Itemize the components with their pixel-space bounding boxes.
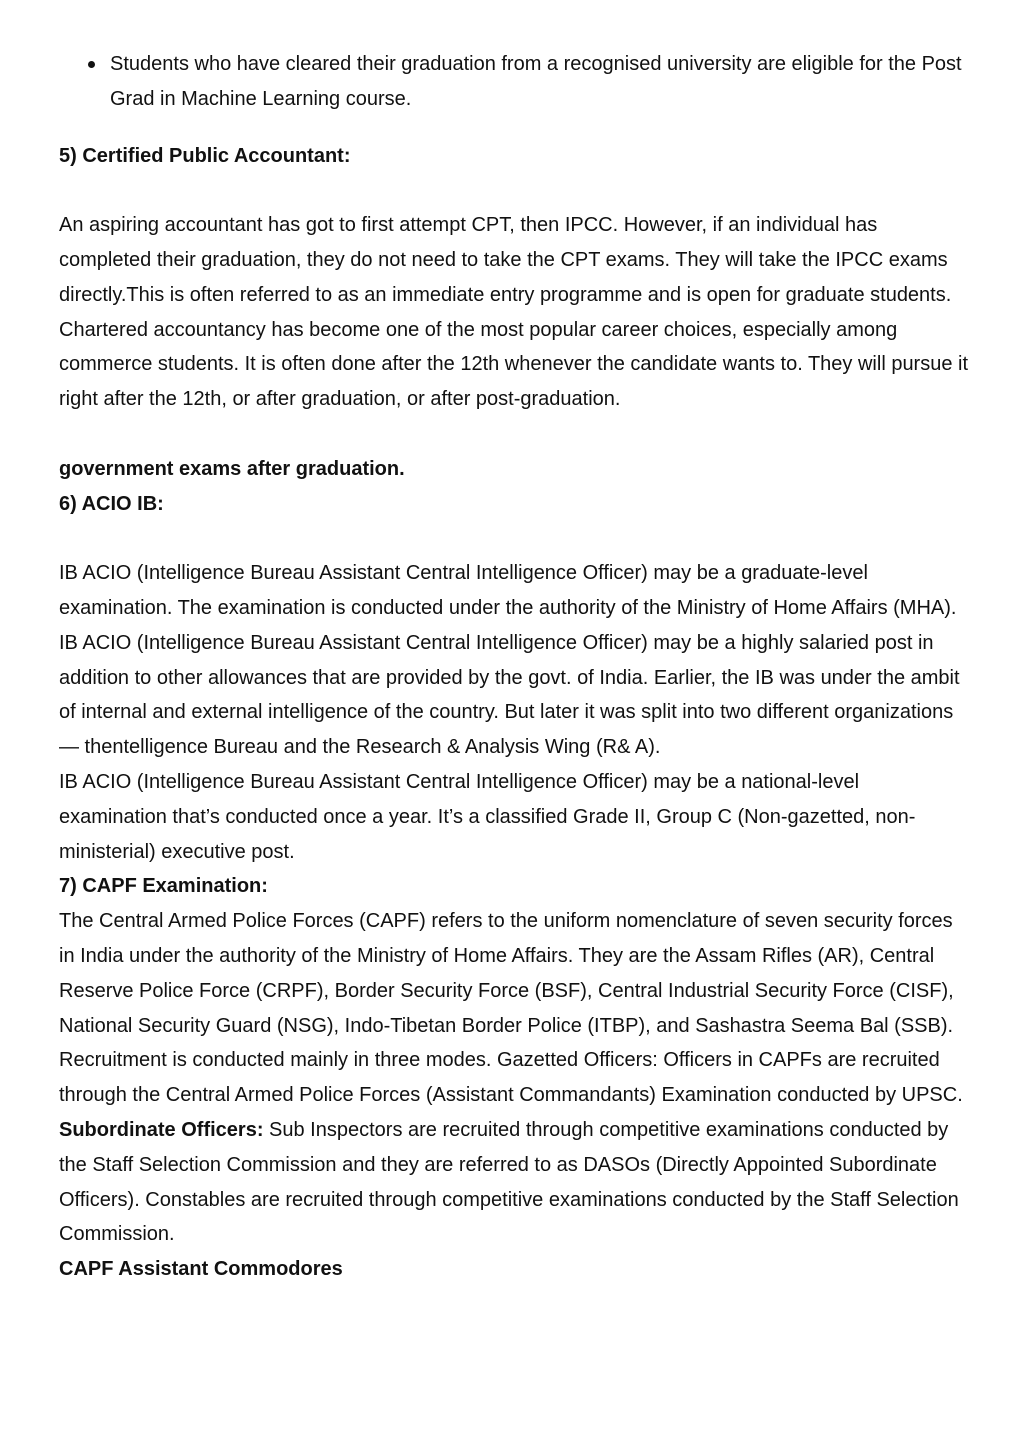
cpa-paragraph-2: Chartered accountancy has become one of the most popular career choices, especially among commerce students. It is often done after the 12th whenever the candidate wants to. They will pursue it right after the 12th, or after graduation, or after post-graduation. <box>59 318 969 411</box>
section-heading-capf: 7) CAPF Examination: <box>59 875 268 898</box>
acio-paragraph-1: IB ACIO (Intelligence Bureau Assistant Central Intelligence Officer) may be a graduate-level examination. The examination is conducted under the authority of the Ministry of Home Affairs (MHA). IB ACIO (Intelligence Bureau Assistant Central Intelligence Officer) may be a highly salaried post in addition to other allowances that are provided by the govt. of India. Earlier, the IB was under the ambit of internal and external intelligence of the country. But later it was split into two different organizations — thentelligence Bureau and the Research & Analysis Wing (R& A). <box>59 562 960 759</box>
section-heading-acio: 6) ACIO IB: <box>59 492 164 515</box>
gov-exams-heading: government exams after graduation. <box>59 457 405 480</box>
document-page <box>59 47 971 1287</box>
list-item <box>110 47 971 117</box>
cpa-paragraph-1: An aspiring accountant has got to first attempt CPT, then IPCC. However, if an individual has completed their graduation, they do not need to take the CPT exams. They will take the IPCC exams directly.This is often referred to as an immediate entry programme and is open for graduate students. <box>59 214 952 306</box>
acio-paragraph-2: IB ACIO (Intelligence Bureau Assistant Central Intelligence Officer) may be a national-level examination that’s conducted once a year. It’s a classified Grade II, Group C (Non-gazetted, non-ministerial) executive post. <box>59 770 916 863</box>
subordinate-officers-text: Sub Inspectors are recruited through competitive examinations conducted by the Staff Selection Commission and they are referred to as DASOs (Directly Appointed Subordinate Officers). Constables are recruited through competitive examinations conducted by the Staff Selection Commission. <box>59 1118 959 1246</box>
subordinate-officers-label: Subordinate Officers: <box>59 1118 264 1141</box>
bullet-dot-icon <box>88 61 95 68</box>
bullet-list <box>59 47 971 117</box>
capf-assistant-commodores-heading: CAPF Assistant Commodores <box>59 1258 343 1281</box>
bullet-text: Students who have cleared their graduation from a recognised university are eligible for the Post Grad in Machine Learning course. <box>110 53 962 110</box>
capf-paragraph-1: The Central Armed Police Forces (CAPF) refers to the uniform nomenclature of seven security forces in India under the authority of the Ministry of Home Affairs. They are the Assam Rifles (AR), Central Reserve Police Force (CRPF), Border Security Force (BSF), Central Industrial Security Force (CISF), National Security Guard (NSG), Indo-Tibetan Border Police (ITBP), and Sashastra Seema Bal (SSB). Recruitment is conducted mainly in three modes. Gazetted Officers: Officers in CAPFs are recruited through the Central Armed Police Forces (Assistant Commandants) Examination conducted by UPSC. <box>59 910 963 1107</box>
section-heading-cpa: 5) Certified Public Accountant: <box>59 144 351 167</box>
capf-subordinate-paragraph <box>59 1113 971 1252</box>
